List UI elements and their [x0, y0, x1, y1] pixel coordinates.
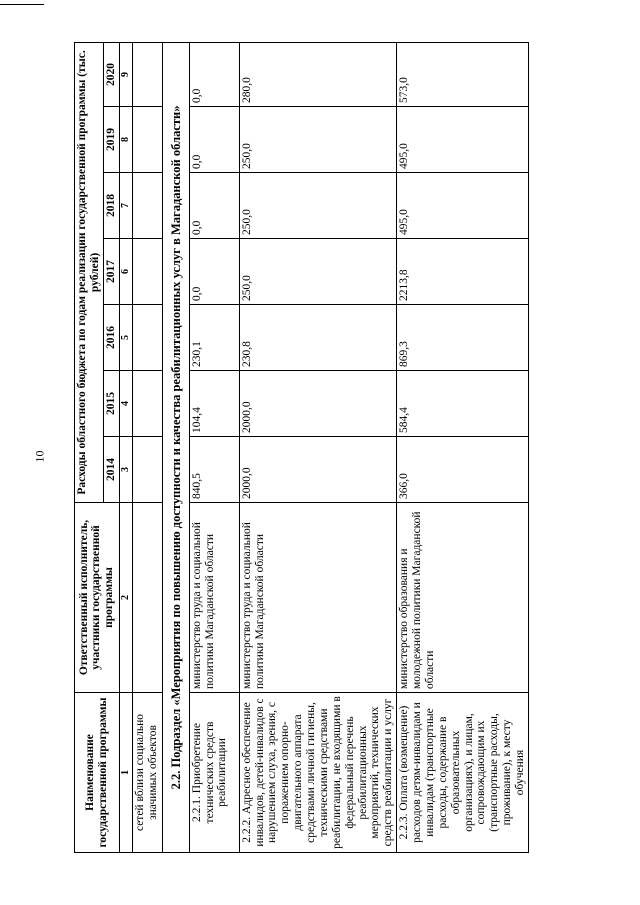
row-value: [132, 173, 162, 239]
row-name: 2.2.1. Приобретение технических средств реабилитации: [189, 693, 239, 853]
header-year: 2017: [103, 239, 119, 305]
row-value: 495,0: [397, 173, 529, 239]
header-expenses: Расходы областного бюджета по годам реализации государственной программы (тыс. рублей): [75, 42, 104, 502]
row-value: [132, 437, 162, 503]
row-value: 250,0: [239, 107, 397, 173]
header-year: 2014: [103, 437, 119, 503]
row-value: 0,0: [189, 173, 239, 239]
column-number: 1: [119, 693, 132, 853]
row-value: [132, 107, 162, 173]
row-value: 250,0: [239, 239, 397, 305]
row-value: 495,0: [397, 107, 529, 173]
row-executor: [132, 503, 162, 693]
header-year: 2020: [103, 42, 119, 106]
row-value: [132, 239, 162, 305]
column-number: 8: [119, 107, 132, 173]
column-number: 4: [119, 371, 132, 437]
header-year: 2018: [103, 173, 119, 239]
row-value: 250,0: [239, 173, 397, 239]
row-value: 104,4: [189, 371, 239, 437]
column-number: 6: [119, 239, 132, 305]
column-number: 7: [119, 173, 132, 239]
row-value: 840,5: [189, 437, 239, 503]
row-name: сетей вблизи социально значимых объектов: [132, 693, 162, 853]
header-year: 2015: [103, 371, 119, 437]
row-executor: министерство труда и социальной политики Магаданской области: [189, 503, 239, 693]
header-year: 2016: [103, 305, 119, 371]
column-number: 5: [119, 305, 132, 371]
row-value: 366,0: [397, 437, 529, 503]
section-title: 2.2. Подраздел «Мероприятия по повышению доступности и качества реабилитационных услуг в Магаданской области»: [162, 42, 189, 852]
column-number: 3: [119, 437, 132, 503]
page-number: 10: [32, 450, 47, 463]
row-value: 0,0: [189, 42, 239, 106]
row-executor: министерство труда и социальной политики Магаданской области: [239, 503, 397, 693]
rotated-table-container: [74, 43, 581, 853]
row-value: 0,0: [189, 239, 239, 305]
section-row: [162, 42, 189, 852]
row-value: 0,0: [189, 107, 239, 173]
row-value: 869,3: [397, 305, 529, 371]
header-row: [75, 42, 104, 852]
expenses-table: [74, 42, 529, 853]
table-row: [239, 42, 397, 852]
header-name: Наименование государственной программы: [75, 693, 120, 853]
header-executor: Ответственный исполнитель, участники государственной программы: [75, 503, 120, 693]
column-number: 9: [119, 42, 132, 106]
row-value: [132, 42, 162, 106]
row-executor: министерство образования и молодежной политики Магаданской области: [397, 503, 529, 693]
row-value: [132, 371, 162, 437]
row-name: 2.2.2. Адресное обеспечение инвалидов, детей-инвалидов с нарушением слуха, зрения, с поражением опорно-двигательного аппарата средствами личной гигиены, техническими средствами реабилитации, не входящими в федеральный перечень реабилитационных мероприятий, технических средств реабилитации и услуг: [239, 693, 397, 853]
row-value: 280,0: [239, 42, 397, 106]
row-name: 2.2.3. Оплата (возмещение) расходов детям-инвалидам и инвалидам (транспортные расходы, содержание в образовательных организациях), и лицам, сопровождающим их (транспортные расходы, проживание), к месту обучения: [397, 693, 529, 853]
row-value: [132, 305, 162, 371]
table-row: [132, 42, 162, 852]
row-value: 584,4: [397, 371, 529, 437]
row-value: 230,1: [189, 305, 239, 371]
row-value: 2000,0: [239, 437, 397, 503]
row-value: 2000,0: [239, 371, 397, 437]
header-year: 2019: [103, 107, 119, 173]
table-row: [189, 42, 239, 852]
row-value: 573,0: [397, 42, 529, 106]
column-number-row: [119, 42, 132, 852]
row-value: 230,8: [239, 305, 397, 371]
row-value: 2213,8: [397, 239, 529, 305]
column-number: 2: [119, 503, 132, 693]
table-row: [397, 42, 529, 852]
